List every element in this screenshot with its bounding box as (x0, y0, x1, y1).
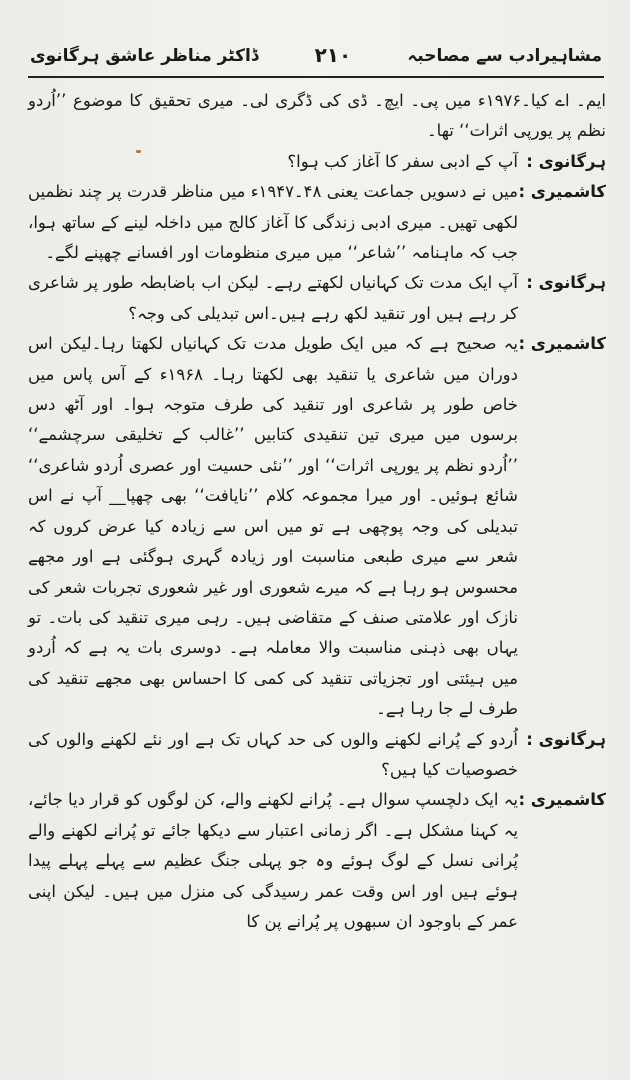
page-header (30, 38, 602, 72)
speaker-label: ہرگانوی : (526, 729, 606, 749)
speaker-label: کاشمیری : (518, 182, 606, 202)
continuation-paragraph: ایم۔ اے کیا۔۱۹۷۶ء میں پی۔ ایچ۔ ڈی کی ڈگری لی۔ میری تحقیق کا موضوع ’’اُردو نظم پر یورپی اثرات‘‘ تھا۔ (28, 91, 606, 141)
dialogue-block (28, 268, 606, 329)
dialogue-block (28, 147, 606, 177)
page-number: ۲۱۰ (314, 43, 352, 67)
author-name: ڈاکٹر مناظر عاشق ہرگانوی (30, 45, 259, 66)
dialogue-text: آپ کے ادبی سفر کا آغاز کب ہوا؟ (287, 151, 518, 171)
speaker-label: کاشمیری : (518, 790, 606, 810)
speaker-label: ہرگانوی : (526, 151, 606, 171)
dialogue-block (28, 725, 606, 786)
dialogue-block (28, 177, 606, 268)
dialogue-text: آپ ایک مدت تک کہانیاں لکھتے رہے۔ لیکن اب باضابطہ طور پر شاعری کر رہے ہیں اور تنقید لکھ رہے ہیں۔اس تبدیلی کی وجہ؟ (28, 273, 518, 323)
book-title: مشاہیرادب سے مصاحبہ (407, 45, 602, 66)
speaker-label: ہرگانوی : (526, 273, 606, 293)
interview-text (28, 86, 606, 937)
dialogue-text: یہ ایک دلچسپ سوال ہے۔ پُرانے لکھنے والے، کن لوگوں کو قرار دیا جائے، یہ کہنا مشکل ہے۔ اگر زمانی اعتبار سے دیکھا جائے تو پُرانے لکھنے والے پُرانی نسل کے لوگ ہوئے وہ جو پہلی جنگ عظیم سے پہلے پہلے پیدا ہوئے ہیں اور اس وقت عمر رسیدگی کی منزل میں ہیں۔ لیکن اپنی عمر کے باوجود ان سبھوں پر پُرانے پن کا (28, 790, 518, 931)
dialogue-text: میں نے دسویں جماعت یعنی ۴۸۔۱۹۴۷ء میں مناظر قدرت پر چند نظمیں لکھی تھیں۔ میری ادبی زندگی کا آغاز کالج میں داخلہ لینے کے ساتھ ہوا، جب کہ ماہنامہ ’’شاعر‘‘ میں میری منظومات اور افسانے چھپنے لگے۔ (28, 182, 518, 263)
dialogue-text: یہ صحیح ہے کہ میں ایک طویل مدت تک کہانیاں لکھتا رہا۔لیکن اس دوران میں شاعری یا تنقید بھی لکھتا رہا۔ ۱۹۶۸ء کے آس پاس میں خاص طور پر شاعری اور تنقید کی طرف متوجہ ہوا۔ اور آٹھ دس برسوں میں میری تین تنقیدی کتابیں ’’غالب کے تخلیقی سرچشمے‘‘ ’’اُردو نظم پر یورپی اثرات‘‘ اور ’’نئی حسیت اور عصری اُردو شاعری‘‘ شائع ہوئیں۔ اور میرا مجموعہ کلام ’’نایافت‘‘ بھی چھپا__ آپ نے اس تبدیلی کی وجہ پوچھی ہے تو میں اس سے زیادہ کیا عرض کروں کہ شعر سے میری طبعی مناسبت اور زیادہ گہری ہوگئی ہے اور مجھے محسوس ہو رہا ہے کہ میرے شعوری اور غیر شعوری تجربات شعر کی نازک اور علامتی صنف کے متقاضی ہیں۔ رہی میری تنقید کی بات۔ تو یہاں بھی ذہنی مناسبت والا معاملہ ہے۔ دوسری بات یہ ہے کہ اُردو میں ہیئتی اور تجزیاتی تنقید کی کمی کا احساس بھی مجھے تنقید کی طرف لے جا رہا ہے۔ (28, 334, 518, 719)
dialogue-text: اُردو کے پُرانے لکھنے والوں کی حد کہاں تک ہے اور نئے لکھنے والوں کی خصوصیات کیا ہیں؟ (28, 729, 518, 779)
dialogue-block (28, 785, 606, 937)
header-rule (28, 76, 604, 78)
dialogue-block (28, 329, 606, 724)
speaker-label: کاشمیری : (518, 334, 606, 354)
